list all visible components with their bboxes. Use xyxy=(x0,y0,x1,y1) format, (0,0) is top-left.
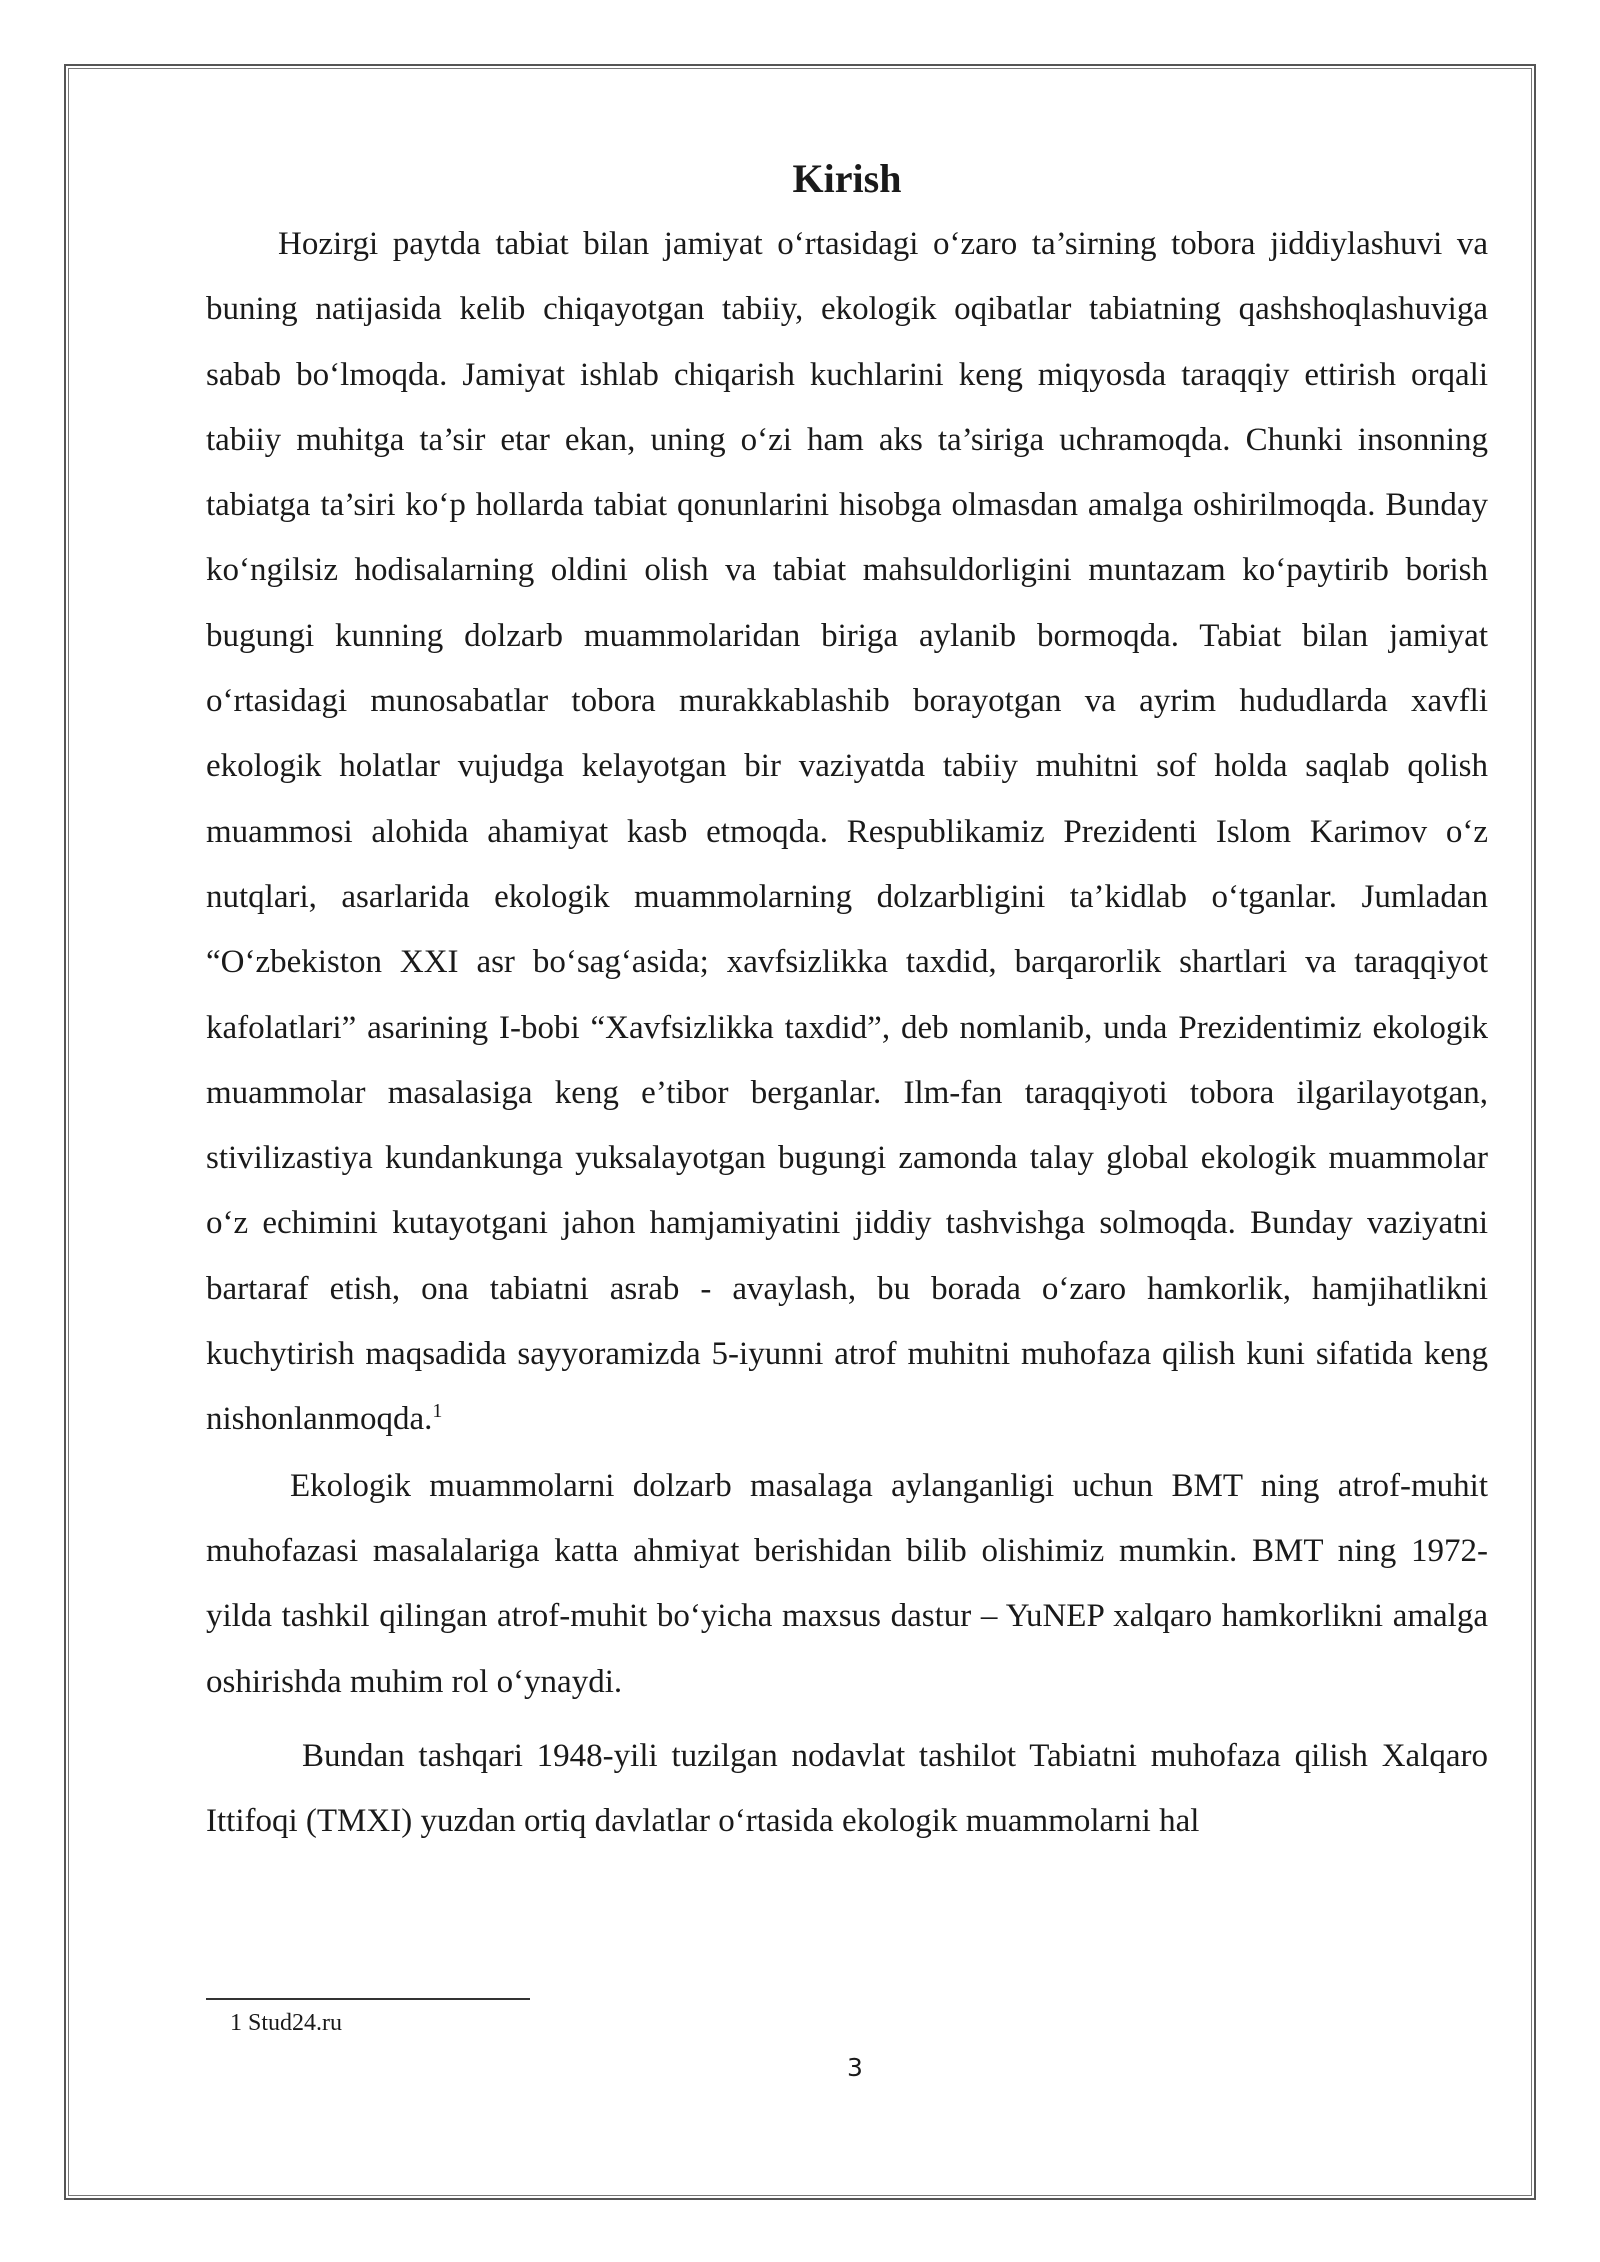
paragraph-1-text: Hozirgi paytda tabiat bilan jamiyat o‘rtasidagi o‘zaro ta’sirning tobora jiddiylashuvi va buning natijasida kelib chiqayotgan tabiiy, ekologik oqibatlar tabiatning qashshoqlashuviga sabab bo‘lmoqda. Jamiyat ishlab chiqarish kuchlarini keng miqyosda taraqqiy ettirish orqali tabiiy muhitga ta’sir etar ekan, uning o‘zi ham aks ta’siriga uchramoqda. Chunki insonning tabiatga ta’siri ko‘p hollarda tabiat qonunlarini hisobga olmasdan amalga oshirilmoqda. Bunday ko‘ngilsiz hodisalarning oldini olish va tabiat mahsuldorligini muntazam ko‘paytirib borish bugungi kunning dolzarb muammolaridan biriga aylanib bormoqda. Tabiat bilan jamiyat o‘rtasidagi munosabatlar tobora murakkablashib borayotgan va ayrim hududlarda xavfli ekologik holatlar vujudga kelayotgan bir vaziyatda tabiiy muhitni sof holda saqlab qolish muammosi alohida ahamiyat kasb etmoqda. Respublikamiz Prezidenti Islom Karimov o‘z nutqlari, asarlarida ekologik muammolarning dolzarbligini ta’kidlab o‘tganlar. Jumladan “O‘zbekiston XXI asr bo‘sag‘asida; xavfsizlikka taxdid, barqarorlik shartlari va taraqqiyot kafolatlari” asarining I-bobi “Xavfsizlikka taxdid”, deb nomlanib, unda Prezidentimiz ekologik muammolar masalasiga keng e’tibor berganlar. Ilm-fan taraqqiyoti tobora ilgarilayotgan, stivilizastiya kundankunga yuksalayotgan bugungi zamonda talay global ekologik muammolar o‘z echimini kutayotgani jahon hamjamiyatini jiddiy tashvishga solmoqda. Bunday vaziyatni bartaraf etish, ona tabiatni asrab - avaylash, bu borada o‘zaro hamkorlik, hamjihatlikni kuchytirish maqsadida sayyoramizda 5-iyunni atrof muhitni muhofaza qilish kuni sifatida keng nishonlanmoqda. xyxy=(206,226,1488,1438)
page-number: 3 xyxy=(847,2053,863,2082)
paragraph-1 xyxy=(206,212,1488,1453)
document-body xyxy=(206,150,1488,1854)
paragraph-3: Bundan tashqari 1948-yili tuzilgan nodavlat tashilot Tabiatni muhofaza qilish Xalqaro Ittifoqi (TMXI) yuzdan ortiq davlatlar o‘rtasida ekologik muammolarni hal xyxy=(206,1737,1488,1840)
page-title: Kirish xyxy=(792,156,902,201)
footnote-reference: 1 xyxy=(432,1400,443,1423)
footnote: 1 Stud24.ru xyxy=(230,2010,343,2036)
footnote-separator xyxy=(206,1998,530,2000)
paragraph-2: Ekologik muammolarni dolzarb masalaga aylanganligi uchun BMT ning atrof-muhit muhofazasi masalalariga katta ahmiyat berishidan bilib olishimiz mumkin. BMT ning 1972-yilda tashkil qilingan atrof-muhit bo‘yicha maxsus dastur – YuNEP xalqaro hamkorlikni amalga oshirishda muhim rol o‘ynaydi. xyxy=(206,1467,1488,1700)
